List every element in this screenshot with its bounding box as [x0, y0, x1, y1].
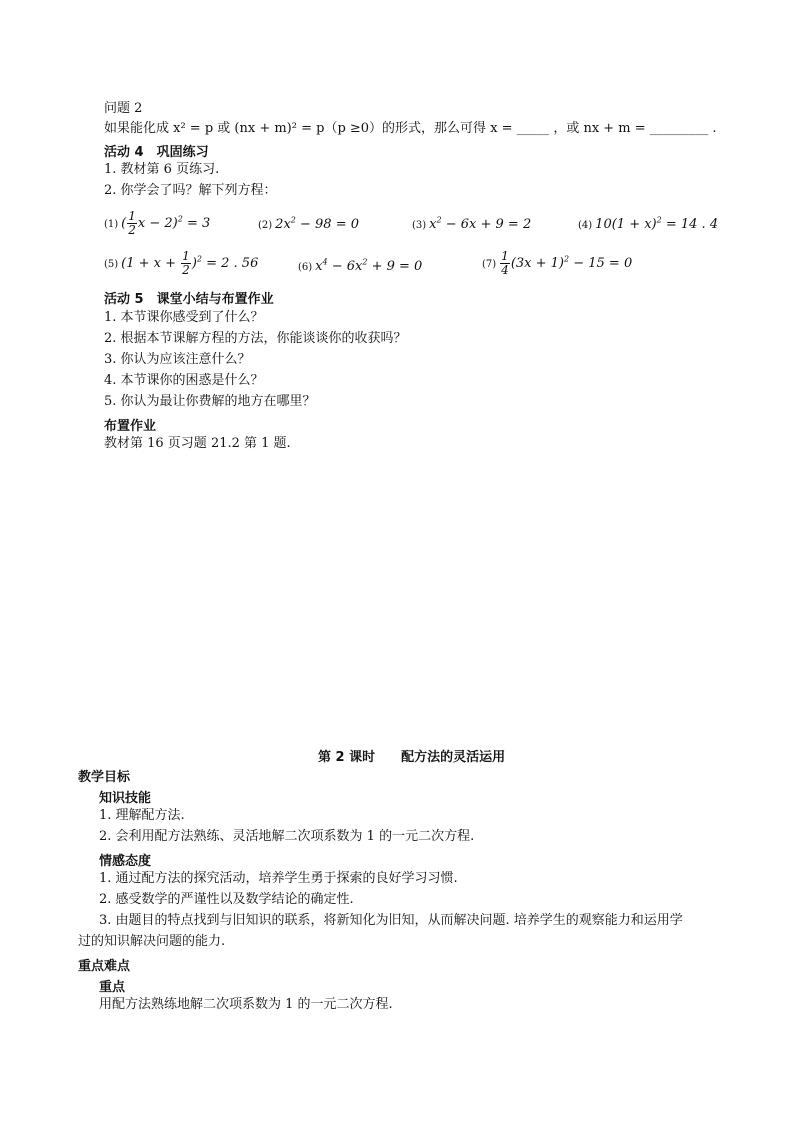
focus-title: 重点: [99, 980, 126, 995]
keypoints-title: 重点难点: [78, 959, 131, 974]
focus-text: 用配方法熟练地解二次项系数为 1 的一元二次方程.: [99, 997, 393, 1012]
question-2-text: 如果能化成 x² = p 或 (nx + m)² = p（p ≥0）的形式，那么可得 x = _____ ，或 nx + m = _________ .: [104, 121, 717, 136]
emotion-item-1: 1. 通过配方法的探究活动，培养学生勇于探索的良好学习习惯.: [99, 871, 458, 886]
equation-4-number: (4): [578, 220, 593, 232]
activity-4-item-2: 2. 你学会了吗？解下列方程：: [104, 183, 277, 198]
emotion-item-3: 3. 由题目的特点找到与旧知识的联系，将新知化为旧知，从而解决问题. 培养学生的观察能力和运用学: [99, 913, 683, 928]
homework-text: 教材第 16 页习题 21.2 第 1 题.: [104, 436, 291, 451]
emotion-item-3-cont: 过的知识解决问题的能力.: [78, 934, 226, 949]
equation-4: (4) $10(1 + x)^2 = 14$ . 4: [578, 216, 719, 233]
equation-1-number: (1): [104, 219, 119, 230]
equation-5: (5) (1 + x + $\frac{1}{2}$ )$^2$ = 2 . 56: [104, 249, 259, 277]
equation-5-number: (5): [104, 259, 119, 270]
emotion-title: 情感态度: [99, 854, 152, 869]
activity-4-item-1: 1. 教材第 6 页练习.: [104, 162, 220, 177]
equation-1: (1) ( $\frac{1}{2}$ x − 2)$^2$ = 3: [104, 209, 211, 237]
equation-2-number: (2): [258, 220, 273, 232]
knowledge-item-2: 2. 会利用配方法熟练、灵活地解二次项系数为 1 的一元二次方程.: [99, 829, 475, 844]
knowledge-title: 知识技能: [99, 791, 152, 806]
equation-7: (7) $\frac{1}{4}$ $(3x + 1)^2 - 15 = 0$: [482, 249, 633, 277]
goals-title: 教学目标: [78, 770, 131, 785]
equation-6-number: (6): [298, 262, 313, 274]
question-2-title: 问题 2: [104, 101, 143, 116]
activity-5-item-2: 2. 根据本节课解方程的方法，你能谈谈你的收获吗？: [104, 331, 407, 346]
activity-5-item-5: 5. 你认为最让你费解的地方在哪里？: [104, 394, 316, 409]
equation-3: (3) $x^2 - 6x + 9 = 2$: [412, 216, 532, 233]
homework-title: 布置作业: [104, 419, 157, 434]
activity-5-item-3: 3. 你认为应该注意什么？: [104, 352, 251, 367]
equation-2: (2) $2x^2 - 98 = 0$: [258, 216, 360, 233]
lesson-title: 第 2 课时 配方法的灵活运用: [318, 750, 506, 765]
equation-6: (6) $x^4 - 6x^2 + 9 = 0$: [298, 258, 423, 275]
activity-5-item-1: 1. 本节课你感受到了什么？: [104, 310, 264, 325]
equation-7-number: (7): [482, 259, 497, 270]
activity-5-item-4: 4. 本节课你的困惑是什么？: [104, 373, 264, 388]
knowledge-item-1: 1. 理解配方法.: [99, 808, 185, 823]
activity-4-title: 活动 4 巩固练习: [104, 145, 209, 160]
activity-5-title: 活动 5 课堂小结与布置作业: [104, 292, 274, 307]
equation-3-number: (3): [412, 220, 427, 232]
emotion-item-2: 2. 感受数学的严谨性以及数学结论的确定性.: [99, 892, 354, 907]
